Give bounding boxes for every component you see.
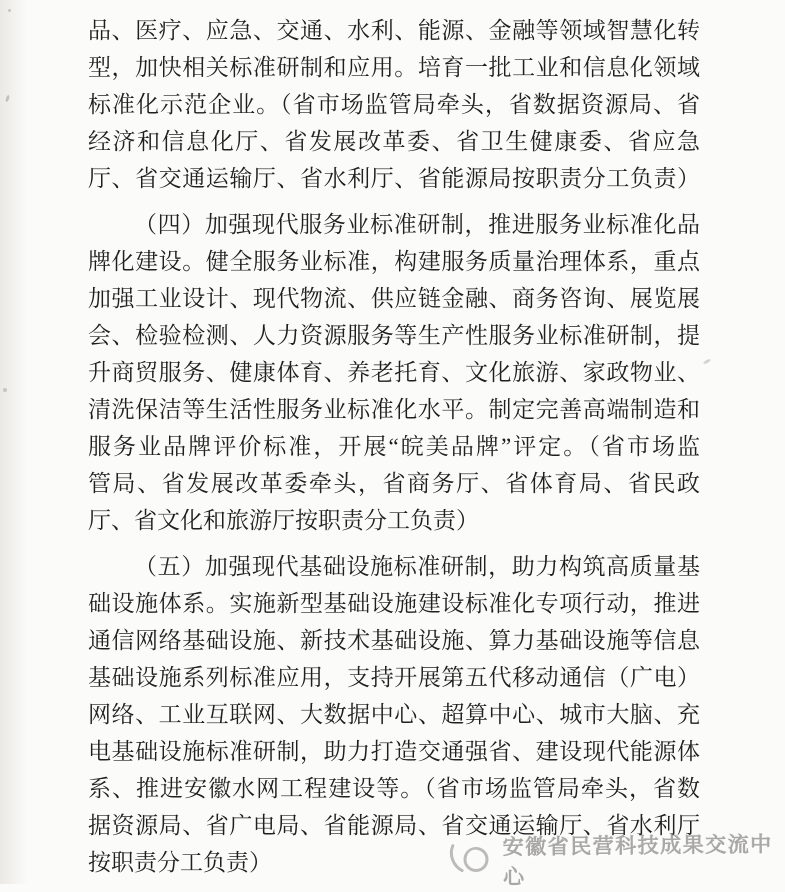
- paragraph: [88, 206, 700, 539]
- scan-speck: [703, 358, 711, 364]
- text-line: 础设施体系。实施新型基础设施建设标准化专项行动，推进: [88, 591, 700, 616]
- text-line: 通信网络基础设施、新技术基础设施、算力基础设施等信息: [88, 628, 700, 653]
- text-line: 据资源局、省广电局、省能源局、省交通运输厅、省水利厅: [88, 813, 700, 838]
- scan-speck: [3, 388, 7, 392]
- watermark: [448, 828, 785, 892]
- text-line: 电基础设施标准研制，助力打造交通强省、建设现代能源体: [88, 739, 700, 764]
- text-line: 加强工业设计、现代物流、供应链金融、商务咨询、展览展: [88, 286, 700, 311]
- text-line: 服务业品牌评价标准，开展“皖美品牌”评定。（省市场监: [88, 434, 700, 459]
- text-line: 标准化示范企业。（省市场监管局牵头，省数据资源局、省: [88, 92, 700, 117]
- text-line: 型，加快相关标准研制和应用。培育一批工业和信息化领域: [88, 55, 700, 80]
- text-line: 经济和信息化厅、省发展改革委、省卫生健康委、省应急: [88, 129, 700, 154]
- text-line: 品、医疗、应急、交通、水利、能源、金融等领域智慧化转: [88, 18, 700, 43]
- text-line: 网络、工业互联网、大数据中心、超算中心、城市大脑、充: [88, 702, 700, 727]
- paragraph: [88, 12, 700, 197]
- scan-speck: [5, 95, 10, 103]
- text-line: 厅、省交通运输厅、省水利厅、省能源局按职责分工负责）: [88, 166, 700, 191]
- text-line: 系、推进安徽水网工程建设等。（省市场监管局牵头，省数: [88, 776, 700, 801]
- scan-edge-shading: [0, 0, 28, 884]
- text-line: 清洗保洁等生活性服务业标准化水平。制定完善高端制造和: [88, 397, 700, 422]
- text-line: 升商贸服务、健康体育、养老托育、文化旅游、家政物业、: [88, 360, 700, 385]
- exchange-center-logo-icon: [448, 840, 494, 883]
- watermark-text: 安徽省民营科技成果交流中心: [502, 832, 773, 890]
- text-line: （四）加强现代服务业标准研制，推进服务业标准化品: [134, 212, 700, 237]
- text-line: （五）加强现代基础设施标准研制，助力构筑高质量基: [134, 554, 700, 579]
- text-line: 牌化建设。健全服务业标准，构建服务质量治理体系，重点: [88, 249, 700, 274]
- document-text: [88, 12, 700, 881]
- scan-speck: [8, 9, 11, 12]
- text-line: 厅、省文化和旅游厅按职责分工负责）: [88, 508, 479, 533]
- text-line: 基础设施系列标准应用，支持开展第五代移动通信（广电）: [88, 665, 700, 690]
- text-line: 管局、省发展改革委牵头，省商务厅、省体育局、省民政: [88, 471, 700, 496]
- text-line: 会、检验检测、人力资源服务等生产性服务业标准研制，提: [88, 323, 700, 348]
- text-line: 按职责分工负责）: [88, 850, 272, 875]
